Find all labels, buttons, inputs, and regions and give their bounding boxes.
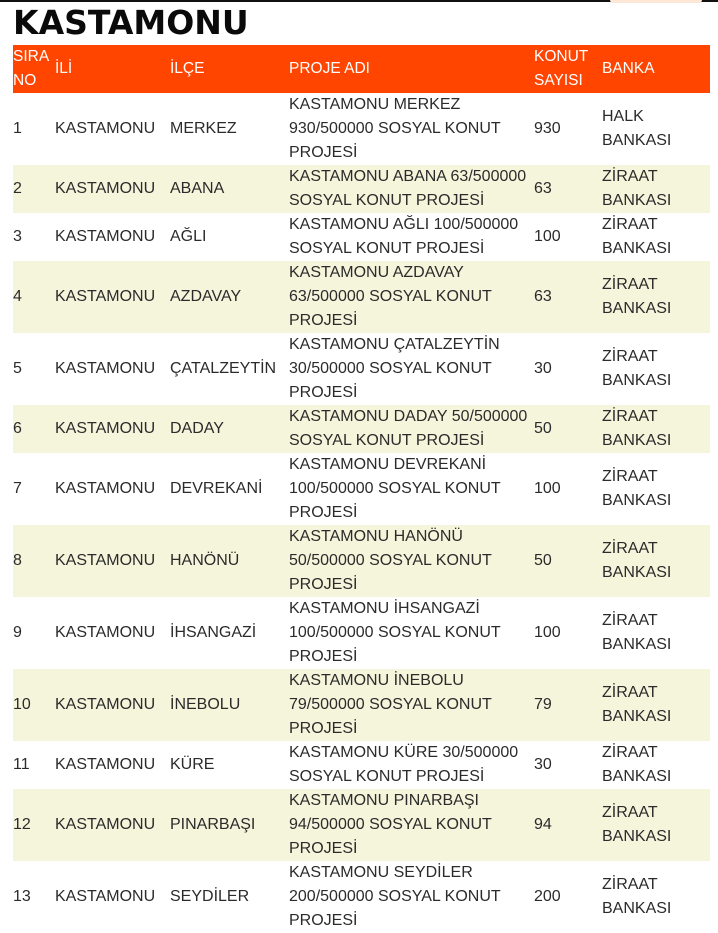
cell-banka: ZİRAAT BANKASI [602,216,672,257]
cell-no: 12 [13,816,31,833]
table-row [13,453,710,525]
table-row [13,741,710,789]
cell-ilce: İNEBOLU [170,696,241,713]
cell-ilce: SEYDİLER [170,888,250,905]
table-row [13,669,710,741]
header-ilce: İLÇE [170,60,205,77]
page-title: KASTAMONU [13,3,249,42]
cell-banka: ZİRAAT BANKASI [602,540,672,581]
cell-banka: ZİRAAT BANKASI [602,612,672,653]
cell-ilce: MERKEZ [170,120,237,137]
cell-ilce: DADAY [170,420,224,437]
cell-banka: ZİRAAT BANKASI [602,468,672,509]
cell-no: 8 [13,552,22,569]
table-row [13,789,710,861]
cell-il: KASTAMONU [55,360,156,377]
cell-proje: KASTAMONU İHSANGAZİ 100/500000 SOSYAL KONUT PROJESİ [289,600,501,665]
cell-ilce: PINARBAŞI [170,816,256,833]
cell-konut: 94 [534,816,552,833]
cell-no: 5 [13,360,22,377]
cell-ilce: İHSANGAZİ [170,624,257,641]
cell-il: KASTAMONU [55,480,156,497]
cell-banka: ZİRAAT BANKASI [602,804,672,845]
cell-proje: KASTAMONU SEYDİLER 200/500000 SOSYAL KONUT PROJESİ [289,864,501,929]
cell-no: 11 [13,756,30,773]
cell-proje: KASTAMONU ABANA 63/500000 SOSYAL KONUT PROJESİ [289,168,527,209]
cell-il: KASTAMONU [55,120,156,137]
cell-il: KASTAMONU [55,420,156,437]
cell-konut: 200 [534,888,561,905]
header-banka: BANKA [602,60,655,77]
cell-no: 7 [13,480,22,497]
table-row [13,333,710,405]
table-row [13,525,710,597]
cell-no: 3 [13,228,22,245]
header-konut-sayisi: KONUT SAYISI [534,48,588,89]
cell-banka: ZİRAAT BANKASI [602,744,672,785]
cell-konut: 100 [534,624,561,641]
top-tab-edge [610,0,702,3]
cell-konut: 79 [534,696,552,713]
cell-proje: KASTAMONU KÜRE 30/500000 SOSYAL KONUT PROJESİ [289,744,519,785]
table-body [13,93,710,933]
cell-ilce: ABANA [170,180,225,197]
cell-konut: 100 [534,228,561,245]
header-proje-adi: PROJE ADI [289,60,370,77]
cell-banka: ZİRAAT BANKASI [602,408,672,449]
cell-proje: KASTAMONU AZDAVAY 63/500000 SOSYAL KONUT PROJESİ [289,264,492,329]
cell-proje: KASTAMONU PINARBAŞI 94/500000 SOSYAL KONUT PROJESİ [289,792,492,857]
cell-ilce: AĞLI [170,228,207,245]
cell-proje: KASTAMONU AĞLI 100/500000 SOSYAL KONUT PROJESİ [289,216,519,257]
table-row [13,597,710,669]
cell-banka: HALK BANKASI [602,108,672,149]
cell-il: KASTAMONU [55,696,156,713]
cell-proje: KASTAMONU ÇATALZEYTİN 30/500000 SOSYAL KONUT PROJESİ [289,336,500,401]
table-row [13,261,710,333]
cell-konut: 63 [534,180,552,197]
cell-proje: KASTAMONU DEVREKANİ 100/500000 SOSYAL KONUT PROJESİ [289,456,501,521]
cell-il: KASTAMONU [55,624,156,641]
cell-proje: KASTAMONU İNEBOLU 79/500000 SOSYAL KONUT PROJESİ [289,672,492,737]
cell-konut: 30 [534,756,552,773]
cell-no: 10 [13,696,31,713]
cell-no: 13 [13,888,31,905]
cell-konut: 63 [534,288,552,305]
cell-konut: 100 [534,480,561,497]
cell-ilce: HANÖNÜ [170,552,240,569]
cell-konut: 50 [534,420,552,437]
table-header [13,45,710,93]
cell-banka: ZİRAAT BANKASI [602,276,672,317]
table-row [13,93,710,165]
header-sira-no: SIRA NO [13,48,49,89]
cell-no: 2 [13,180,22,197]
cell-banka: ZİRAAT BANKASI [602,684,672,725]
cell-ilce: KÜRE [170,756,215,773]
cell-ilce: DEVREKANİ [170,480,263,497]
cell-konut: 930 [534,120,561,137]
cell-proje: KASTAMONU HANÖNÜ 50/500000 SOSYAL KONUT PROJESİ [289,528,492,593]
cell-il: KASTAMONU [55,288,156,305]
cell-il: KASTAMONU [55,552,156,569]
cell-il: KASTAMONU [55,816,156,833]
cell-il: KASTAMONU [55,756,156,773]
projects-table [13,45,710,933]
table-row [13,165,710,213]
cell-no: 4 [13,288,22,305]
cell-ilce: ÇATALZEYTİN [170,360,277,377]
cell-no: 6 [13,420,22,437]
table-row [13,405,710,453]
cell-konut: 30 [534,360,552,377]
cell-banka: ZİRAAT BANKASI [602,348,672,389]
table-row [13,861,710,933]
cell-il: KASTAMONU [55,888,156,905]
cell-proje: KASTAMONU DADAY 50/500000 SOSYAL KONUT PROJESİ [289,408,528,449]
cell-no: 9 [13,624,22,641]
cell-proje: KASTAMONU MERKEZ 930/500000 SOSYAL KONUT PROJESİ [289,96,501,161]
header-ili: İLİ [55,60,73,77]
cell-banka: ZİRAAT BANKASI [602,168,672,209]
cell-konut: 50 [534,552,552,569]
cell-banka: ZİRAAT BANKASI [602,876,672,917]
cell-no: 1 [13,120,22,137]
header-row [13,45,710,93]
cell-il: KASTAMONU [55,228,156,245]
table-row [13,213,710,261]
cell-ilce: AZDAVAY [170,288,242,305]
cell-il: KASTAMONU [55,180,156,197]
